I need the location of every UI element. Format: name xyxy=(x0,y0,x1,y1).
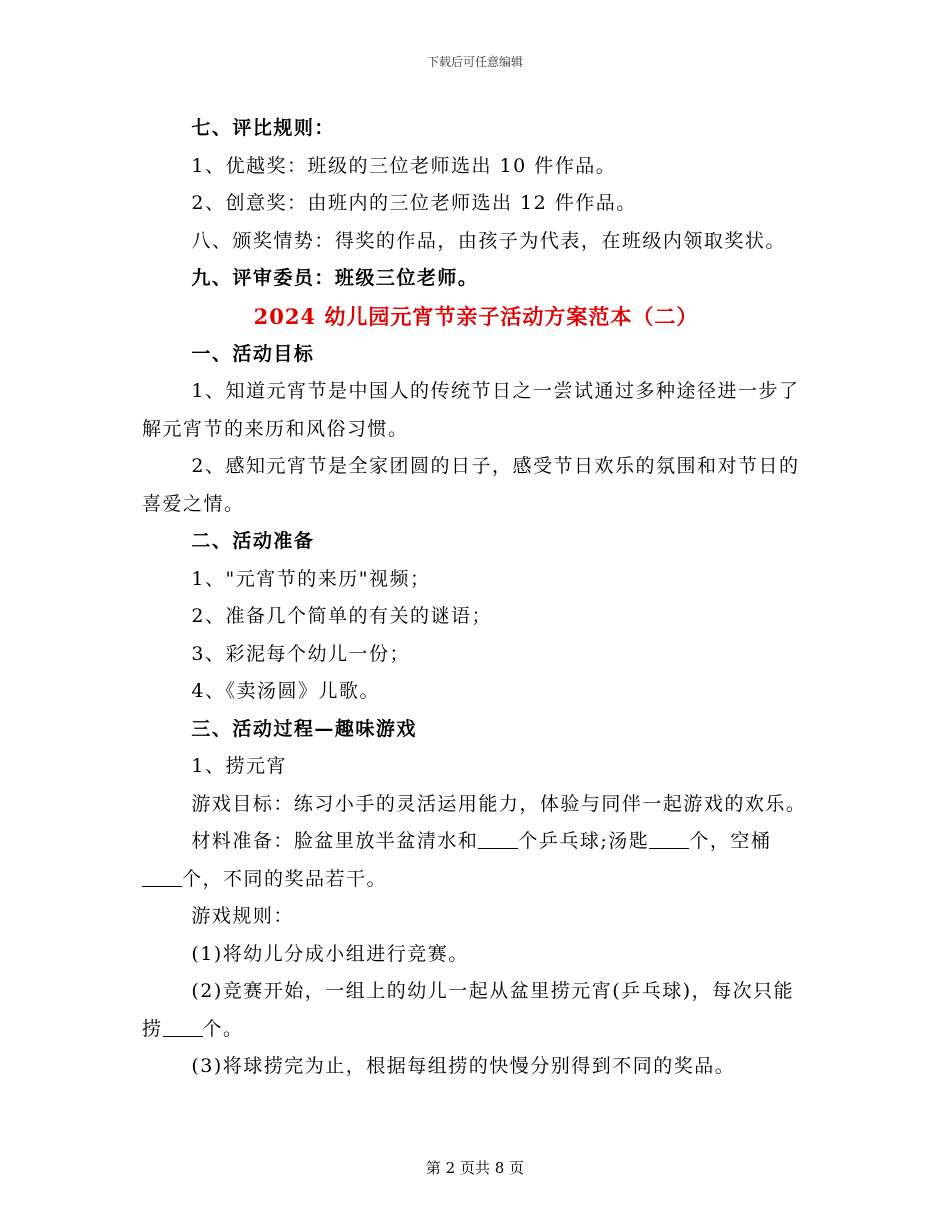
paragraph: 八、颁奖情势：得奖的作品，由孩子为代表，在班级内领取奖状。 xyxy=(191,229,786,252)
paragraph: 3、彩泥每个幼儿一份； xyxy=(191,642,410,665)
paragraph: 游戏目标：练习小手的灵活运用能力，体验与同伴一起游戏的欢乐。 xyxy=(191,792,807,815)
paragraph-rule-2 xyxy=(142,973,810,1048)
text: 个，不同的奖品若干。 xyxy=(182,867,388,890)
document-body xyxy=(142,110,810,1086)
paragraph: 2、准备几个简单的有关的谜语； xyxy=(191,605,492,627)
text: 个。 xyxy=(202,1017,244,1040)
blank-line xyxy=(649,829,689,849)
document-title: 2024 幼儿园元宵节亲子活动方案范本（二） xyxy=(253,303,699,329)
paragraph: 4、《卖汤圆》儿歌。 xyxy=(191,680,380,702)
paragraph: 1、优越奖：班级的三位老师选出 10 件作品。 xyxy=(191,154,617,177)
paragraph: (3)将球捞完为止，根据每组捞的快慢分别得到不同的奖品。 xyxy=(191,1055,736,1077)
section-heading-prep: 二、活动准备 xyxy=(191,530,315,552)
section-heading-judges: 九、评审委员：班级三位老师。 xyxy=(191,267,479,289)
paragraph: 1、知道元宵节是中国人的传统节日之一尝试通过多种途径进一步了解元宵节的来历和风俗习惯。 xyxy=(142,380,800,440)
text: 个，空桶 xyxy=(689,830,772,852)
paragraph: 2、创意奖：由班内的三位老师选出 12 件作品。 xyxy=(191,192,637,214)
text: 个乒乓球;汤匙 xyxy=(518,830,650,852)
paragraph: 1、捞元宵 xyxy=(191,755,287,777)
paragraph: 1、"元宵节的来历"视频； xyxy=(191,567,431,590)
text: 材料准备：脸盆里放半盆清水和 xyxy=(191,830,479,852)
blank-line xyxy=(163,1017,203,1037)
blank-line xyxy=(142,867,182,887)
paragraph: 2、感知元宵节是全家团圆的日子，感受节日欢乐的氛围和对节日的喜爱之情。 xyxy=(142,455,800,515)
paragraph-materials xyxy=(142,823,810,898)
paragraph: (1)将幼儿分成小组进行竞赛。 xyxy=(191,942,469,965)
section-heading-goals: 一、活动目标 xyxy=(191,342,315,365)
section-heading-process: 三、活动过程—趣味游戏 xyxy=(191,717,417,740)
paragraph: 游戏规则： xyxy=(191,905,294,927)
text: (2)竞赛开始，一组上的幼儿一起从盆里捞元宵(乒乓球)，每次只能捞 xyxy=(142,980,795,1040)
page-footer: 第 2 页共 8 页 xyxy=(425,1159,525,1177)
blank-line xyxy=(478,829,518,849)
section-heading-rules: 七、评比规则： xyxy=(191,117,335,139)
page-header: 下载后可任意编辑 xyxy=(426,55,523,69)
